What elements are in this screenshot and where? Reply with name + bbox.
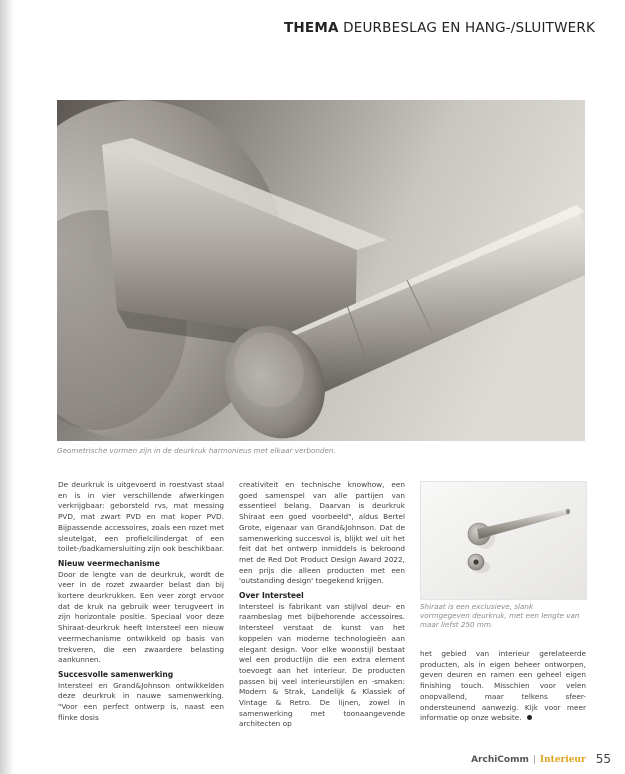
door-handle-closeup-photo xyxy=(57,100,585,441)
subheading-over-intersteel: Over Intersteel xyxy=(239,591,304,601)
page-number: 55 xyxy=(595,752,611,766)
subheading-samenwerking: Succesvolle samenwerking xyxy=(58,669,174,679)
intro-paragraph: De deurkruk is uitgevoerd in roestvast staal en is in vier verschillende afwerkingen verkrijgbaar: geborsteld rvs, mat messing PVD, mat zwart PVD en mat koper PVD. Bijpassende accessoires, zoals een rozet met sleutelgat, een profielcilindergat of een toilet-/badkamersluiting zijn ook beschikbaar. xyxy=(58,480,225,554)
subheading-veermechanisme: Nieuw veermechanisme xyxy=(58,558,160,568)
section-title: DEURBESLAG EN HANG-/SLUITWERK xyxy=(343,20,595,36)
door-handle-product-photo xyxy=(420,481,587,600)
paragraph-samenwerking: Intersteel en Grand&Johnson ontwikkelden deze deurkruk in nauwe samenwerking. "Voor een perfect ontwerp is, naast een flinke dosis xyxy=(58,680,224,722)
door-handle-closeup-illustration xyxy=(57,100,585,441)
paragraph-over-intersteel: Intersteel is fabrikant van stijlvol deur- en raambeslag met bijbehorende accessoires. Intersteel verstaat de kunst van het koppelen van moderne technologieën aan elegant design. Voor elke woonstijl bestaat wel een productlijn die een extra element toevoegt aan het interieur. De producten passen bij veel interieurstijlen en -smaken: Modern & Strak, Landelijk & Klassiek of Vintage & Retro. De lijnen, zowel in samenwerking met toonaangevende architecten op xyxy=(239,601,405,729)
paragraph-veermechanisme: Door de lengte van de deurkruk, wordt de veer in de rozet zwaarder belast dan bij kortere deurkrukken. Een veer zorgt ervoor dat de kruk na gebruik weer terugveert in zijn horizontale positie. Speciaal voor deze Shiraat-deurkruk heeft Intersteel een nieuw veermechanisme ontwikkeld op basis van trekveren, die een zwaardere belasting aankunnen. xyxy=(58,569,224,665)
section-header xyxy=(284,20,595,36)
inset-photo-caption: Shiraat is een exclusieve, slank vormgegeven deurkruk, met een lengte van maar liefst 250 mm. xyxy=(420,602,580,629)
paragraph-samenwerking-continued: creativiteit en technische knowhow, een goed samenspel van alle partijen van essentieel belang. Daarvan is deurkruk Shiraat een goed voorbeeld", aldus Bertel Grote, eigenaar van Grand&Johnson. Dat de samenwerking succesvol is, blijkt wel uit het feit dat het ontwerp inmiddels is bekroond met de Red Dot Product Design Award 2022, een prijs die alleen producten met een 'outstanding design' toegekend krijgen. xyxy=(239,480,405,586)
door-handle-product-illustration xyxy=(421,482,586,599)
closing-paragraph: het gebied van interieur gerelateerde producten, als in eigen beheer ontworpen, geven deuren en ramen een geheel eigen finishing touch. Misschien voor velen onopvallend, maar telkens sfeer-ondersteunend aanwezig. Kijk voor meer informatie op onze website. xyxy=(420,649,586,723)
footer-brand: ArchiComm xyxy=(471,755,529,765)
main-photo-caption: Geometrische vormen zijn in de deurkruk harmonieus met elkaar verbonden. xyxy=(57,446,336,455)
end-of-article-icon xyxy=(527,715,532,720)
article-column-3 xyxy=(420,649,586,724)
section-label: THEMA xyxy=(284,20,339,36)
footer-separator: | xyxy=(532,755,536,765)
footer-magazine: Interieur xyxy=(539,755,586,765)
page-spine-shadow xyxy=(0,0,14,774)
article-column-1 xyxy=(58,480,224,723)
article-column-2 xyxy=(239,480,405,730)
page-footer xyxy=(471,752,611,766)
